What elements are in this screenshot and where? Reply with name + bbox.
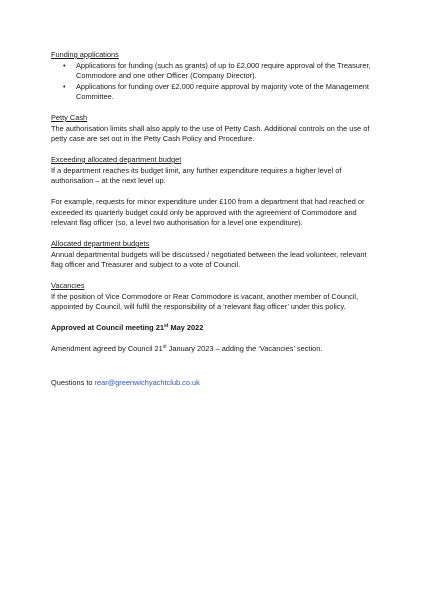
funding-bullet-text: Applications for funding (such as grants) of up to £2,000 require approval of the Treasurer, Commodore and one other Officer (Company Director). (76, 60, 371, 80)
approval-date: May 2022 (168, 323, 204, 332)
bullet-icon: • (63, 60, 66, 70)
funding-bullet-2 (51, 82, 377, 103)
approval-text: Approved at Council meeting 21 (51, 323, 164, 332)
funding-list (51, 61, 377, 103)
document-body (51, 50, 377, 389)
exceeding-budget-text-1: If a department reaches its budget limit, any further expenditure requires a higher level of authorisation – at the next level up. (51, 165, 342, 185)
allocated-budgets-heading: Allocated department budgets (51, 239, 150, 248)
questions-line (51, 378, 377, 389)
funding-bullet-text: Applications for funding over £2,000 require approval by majority vote of the Management Committee. (76, 81, 369, 101)
funding-heading: Funding applications (51, 50, 119, 59)
exceeding-budget-heading: Exceeding allocated department budget (51, 155, 182, 164)
email-link[interactable]: rear@greenwichyachtclub.co.uk (94, 378, 200, 387)
exceeding-budget-section (51, 155, 377, 229)
vacancies-heading: Vacancies (51, 281, 85, 290)
exceeding-budget-text-2: For example, requests for minor expenditure under £100 from a department that had reached or exceeded its quarterly budget could only be approved with the agreement of Commodore and relevant flag officer (so, a level two authorisation for a level one expenditure). (51, 197, 365, 227)
bullet-icon: • (63, 81, 66, 91)
petty-cash-text: The authorisation limits shall also apply to the use of Petty Cash. Additional controls on the use of petty case are set out in the Petty Cash Policy and Procedure. (51, 123, 370, 143)
vacancies-text: If the position of Vice Commodore or Rear Commodore is vacant, another member of Council, appointed by Council, will fulfil the responsibility of a ‘relevant flag officer’ under this policy. (51, 291, 359, 311)
petty-cash-heading: Petty Cash (51, 113, 88, 122)
approval-statement (51, 323, 377, 334)
funding-bullet-1 (51, 61, 377, 82)
allocated-budgets-text: Annual departmental budgets will be discussed / negotiated between the lead volunteer, relevant flag officer and Treasurer and subject to a vote of Council. (51, 249, 367, 269)
amendment-text: Amendment agreed by Council 21 (51, 343, 163, 353)
questions-prefix: Questions to (51, 378, 95, 387)
petty-cash-section (51, 113, 377, 145)
approval-superscript: st (163, 323, 169, 329)
amendment-superscript: st (162, 343, 167, 350)
amendment-detail: January 2023 – adding the ‘Vacancies’ section. (166, 343, 323, 353)
allocated-budgets-section (51, 239, 377, 271)
amendment-statement (51, 344, 377, 355)
funding-section (51, 50, 377, 103)
vacancies-section (51, 281, 377, 313)
